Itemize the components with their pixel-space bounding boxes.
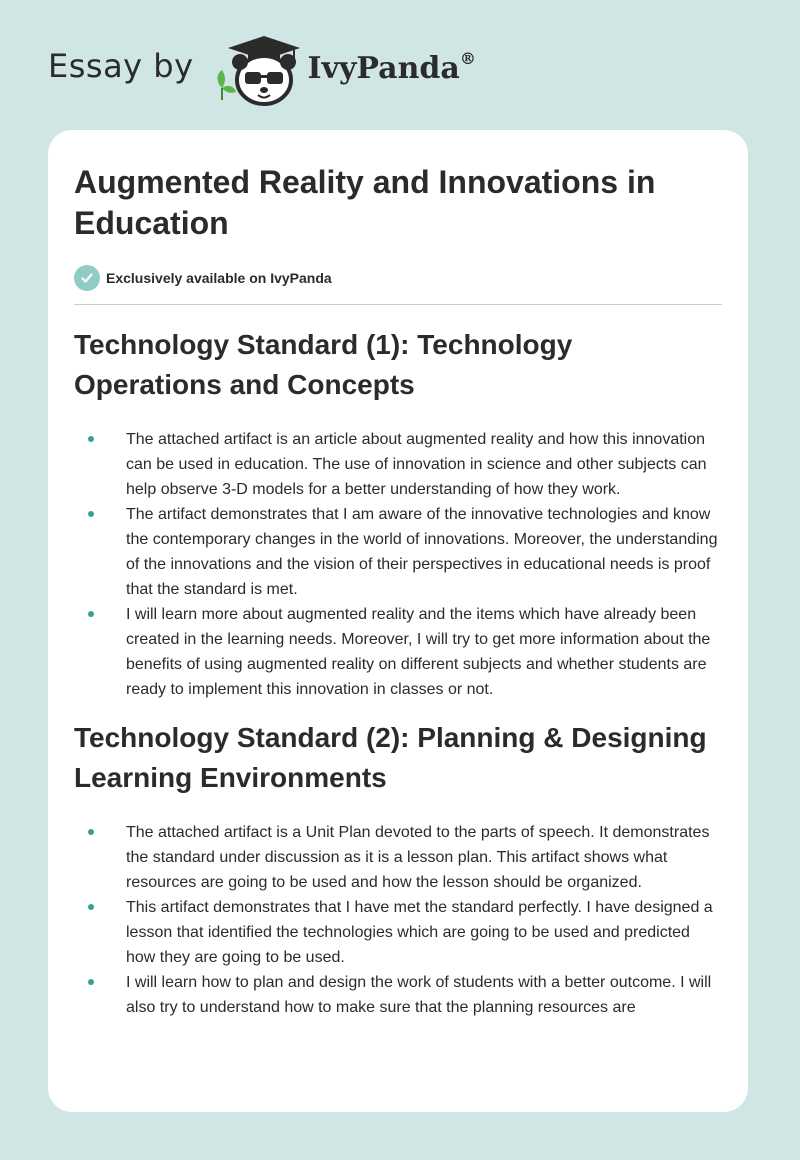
brand-name[interactable]: IvyPanda® [307,48,476,86]
list-item: The artifact demonstrates that I am aware of the innovative technologies and know the contemporary changes in the world of innovations. Moreover, the understanding of the innovations and the vision of their perspectives in educational needs is proof that the standard is met. [74,502,722,602]
article-title: Augmented Reality and Innovations in Education [74,164,656,241]
essay-by-label: Essay by [48,47,194,85]
registered-mark: ® [459,48,476,68]
section-heading: Technology Standard (1): Technology Operations and Concepts [74,329,573,400]
exclusive-badge [74,264,722,292]
exclusive-text: Exclusively available on IvyPanda [106,270,332,286]
list-item: I will learn how to plan and design the work of students with a better outcome. I will also try to understand how to make sure that the planning resources are [74,970,722,1020]
list-item: The attached artifact is a Unit Plan devoted to the parts of speech. It demonstrates the standard under discussion as it is a lesson plan. This artifact shows what resources are going to be used and how the lesson should be organized. [74,820,722,895]
site-header [48,30,476,110]
panda-logo-icon[interactable] [208,30,304,110]
bullet-list [74,427,722,702]
divider [74,304,722,305]
section-heading: Technology Standard (2): Planning & Designing Learning Environments [74,722,707,793]
list-item: This artifact demonstrates that I have met the standard perfectly. I have designed a lesson that identified the technologies which are going to be used and predicted how they are going to be used. [74,895,722,970]
list-item: I will learn more about augmented reality and the items which have already been created in the learning needs. Moreover, I will try to get more information about the benefits of using augmented reality on different subjects and whether students are ready to implement this innovation in classes or not. [74,602,722,702]
article-card [48,130,748,1112]
check-icon [74,265,100,291]
bullet-list [74,820,722,1020]
list-item: The attached artifact is an article about augmented reality and how this innovation can be used in education. The use of innovation in science and other subjects can help observe 3-D models for a better understanding of how they work. [74,427,722,502]
